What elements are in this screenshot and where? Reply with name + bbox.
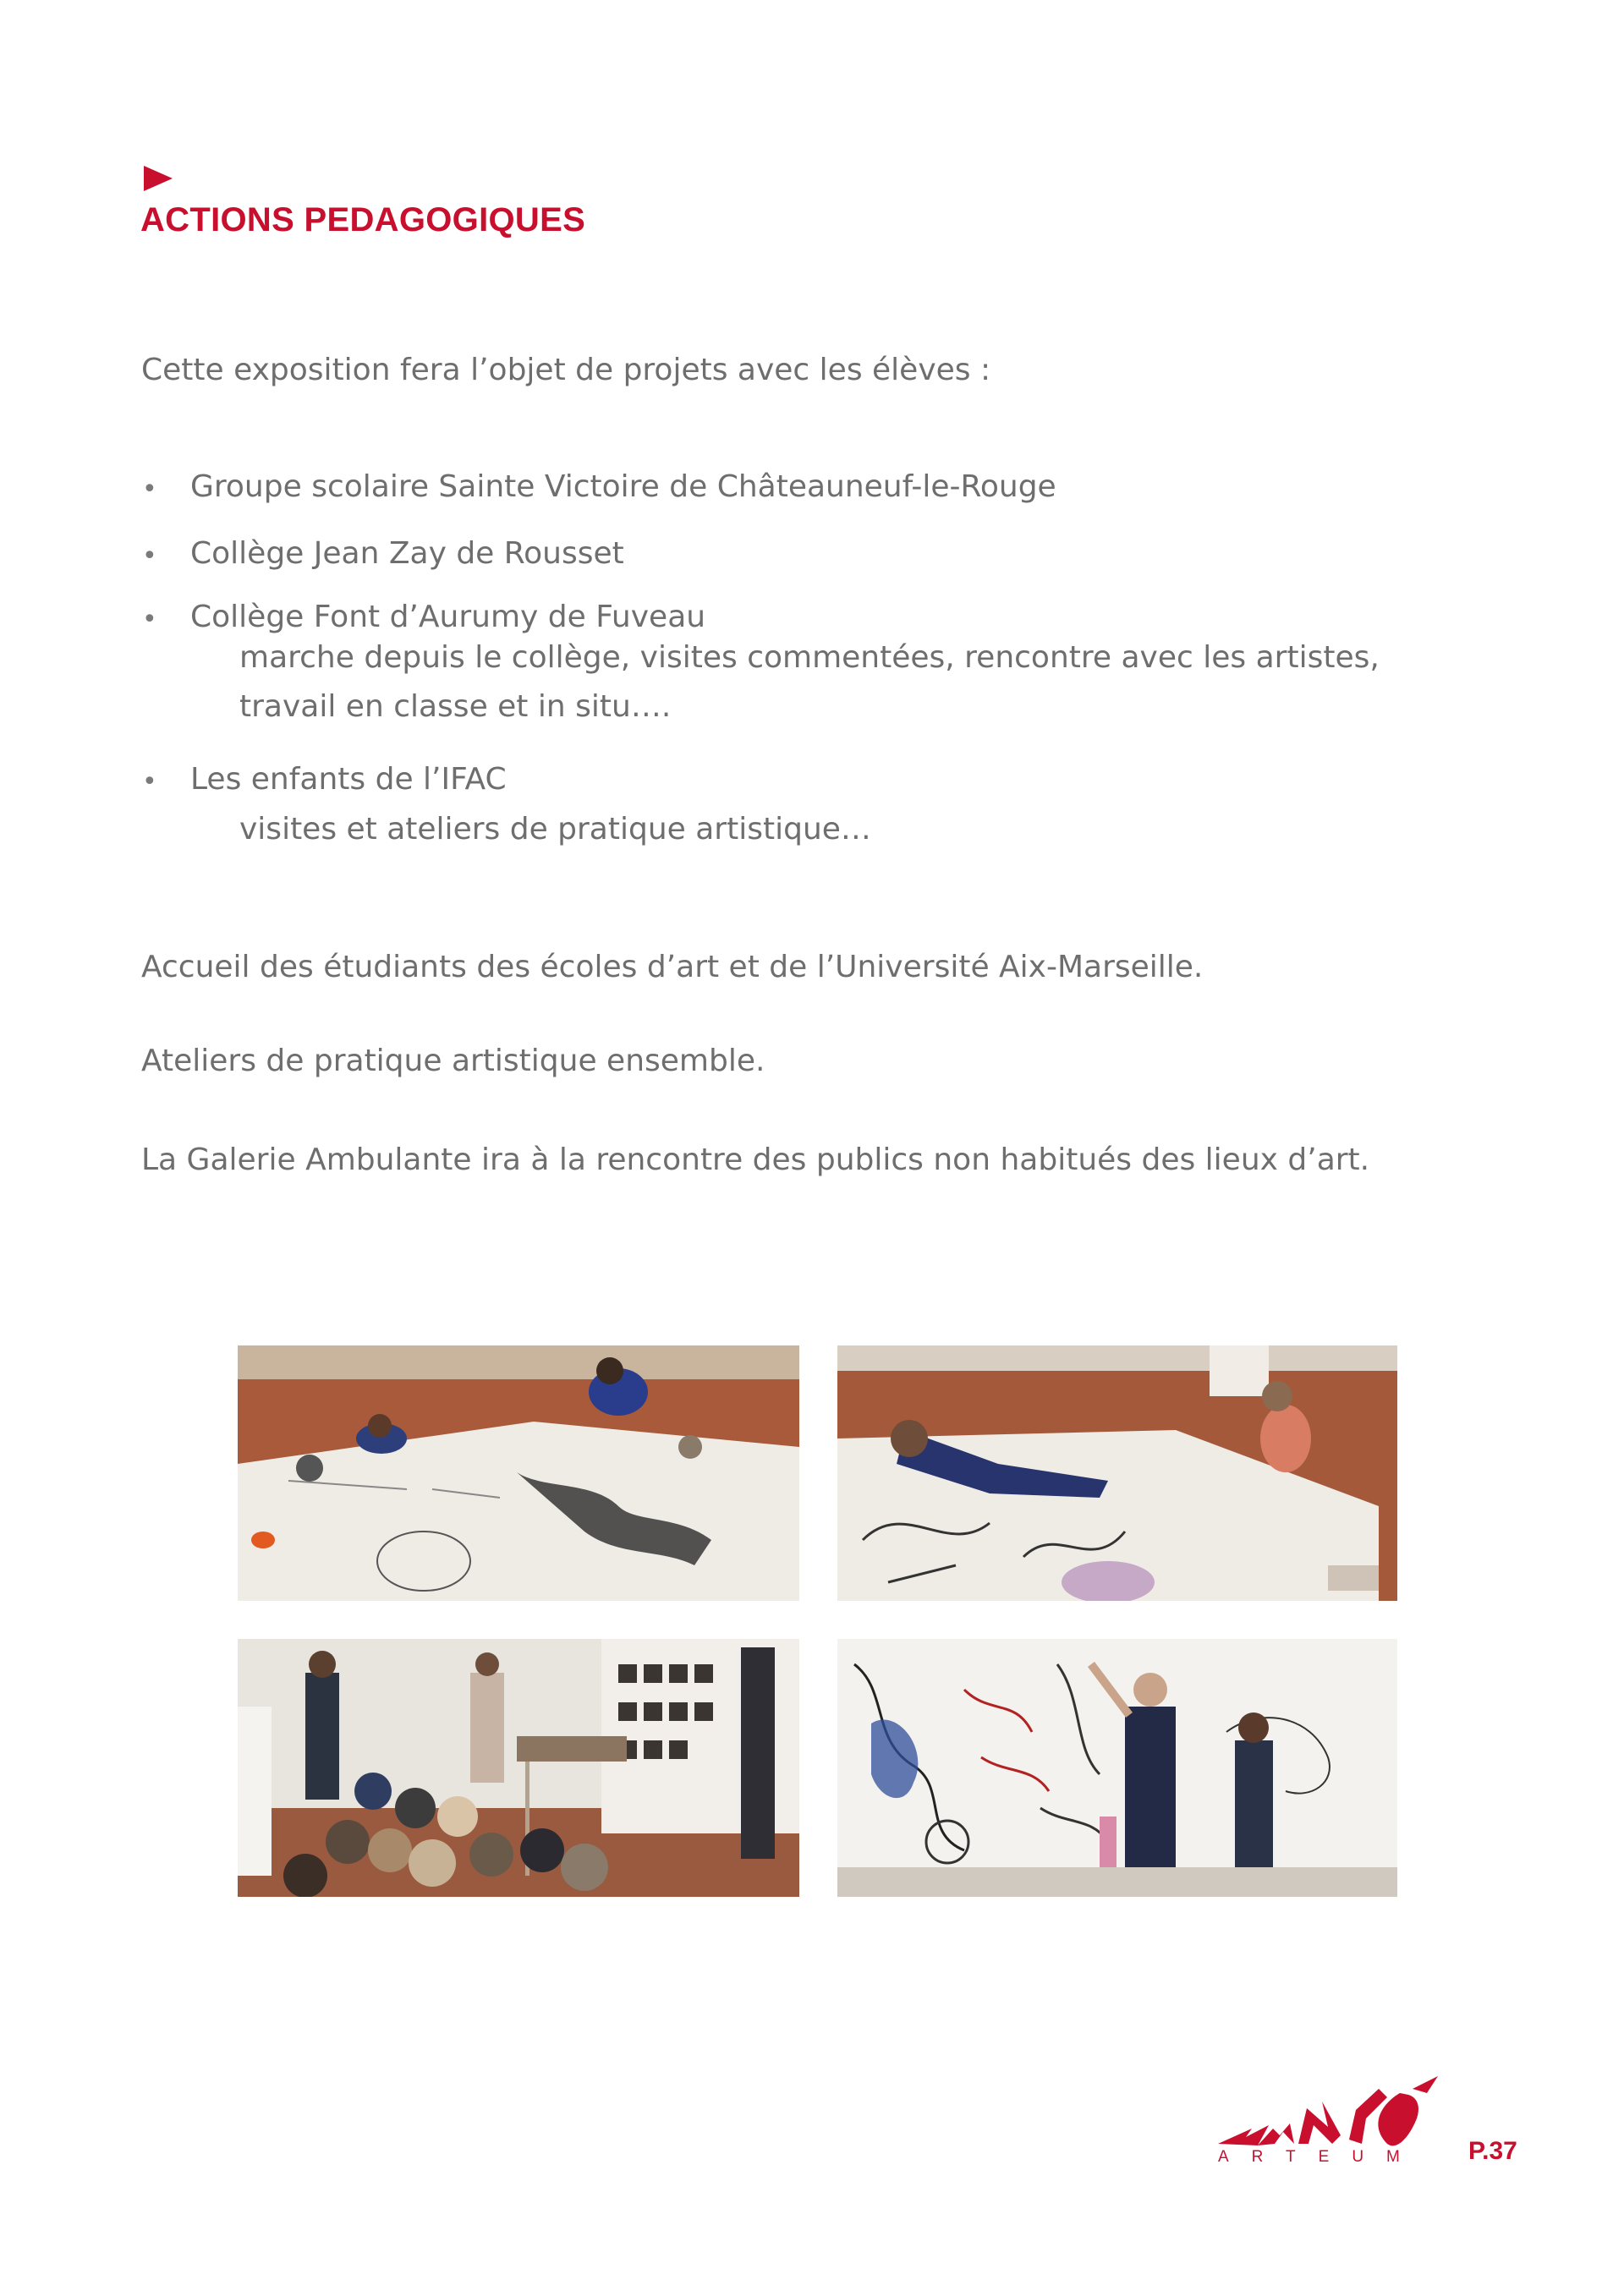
list-item-label: Les enfants de l’IFAC (190, 762, 507, 797)
logo-wordmark: ARTEUM (1218, 2148, 1423, 2166)
paragraph: Accueil des étudiants des écoles d’art et de l’Université Aix-Marseille. (141, 950, 1204, 984)
list-item-detail: travail en classe et in situ…. (239, 689, 672, 724)
bullet-dot-icon: • (142, 474, 157, 504)
page-number: P.37 (1468, 2137, 1517, 2165)
section-title: ACTIONS PEDAGOGIQUES (140, 201, 586, 238)
bullet-dot-icon: • (142, 605, 157, 634)
list-item-label: Collège Jean Zay de Rousset (190, 536, 624, 571)
photo-group-gallery-visit (238, 1639, 799, 1897)
list-item-label: Groupe scolaire Sainte Victoire de Châteauneuf-le-Rouge (190, 469, 1056, 504)
bullet-dot-icon: • (142, 767, 157, 797)
intro-text: Cette exposition fera l’objet de projets avec les élèves : (141, 353, 991, 387)
photo-workshop-floor-drawing (238, 1345, 799, 1601)
photo-child-lying-drawing (837, 1345, 1397, 1601)
paragraph: La Galerie Ambulante ira à la rencontre des publics non habitués des lieux d’art. (141, 1143, 1370, 1177)
list-item-label: Collège Font d’Aurumy de Fuveau (190, 600, 706, 634)
list-item-detail: visites et ateliers de pratique artistique… (239, 812, 871, 847)
list-item-detail: marche depuis le collège, visites commentées, rencontre avec les artistes, (239, 640, 1380, 675)
bullet-dot-icon: • (142, 541, 157, 571)
paragraph: Ateliers de pratique artistique ensemble. (141, 1044, 765, 1078)
photo-artist-wall-drawing (837, 1639, 1397, 1897)
heading-marker-icon (144, 166, 173, 191)
